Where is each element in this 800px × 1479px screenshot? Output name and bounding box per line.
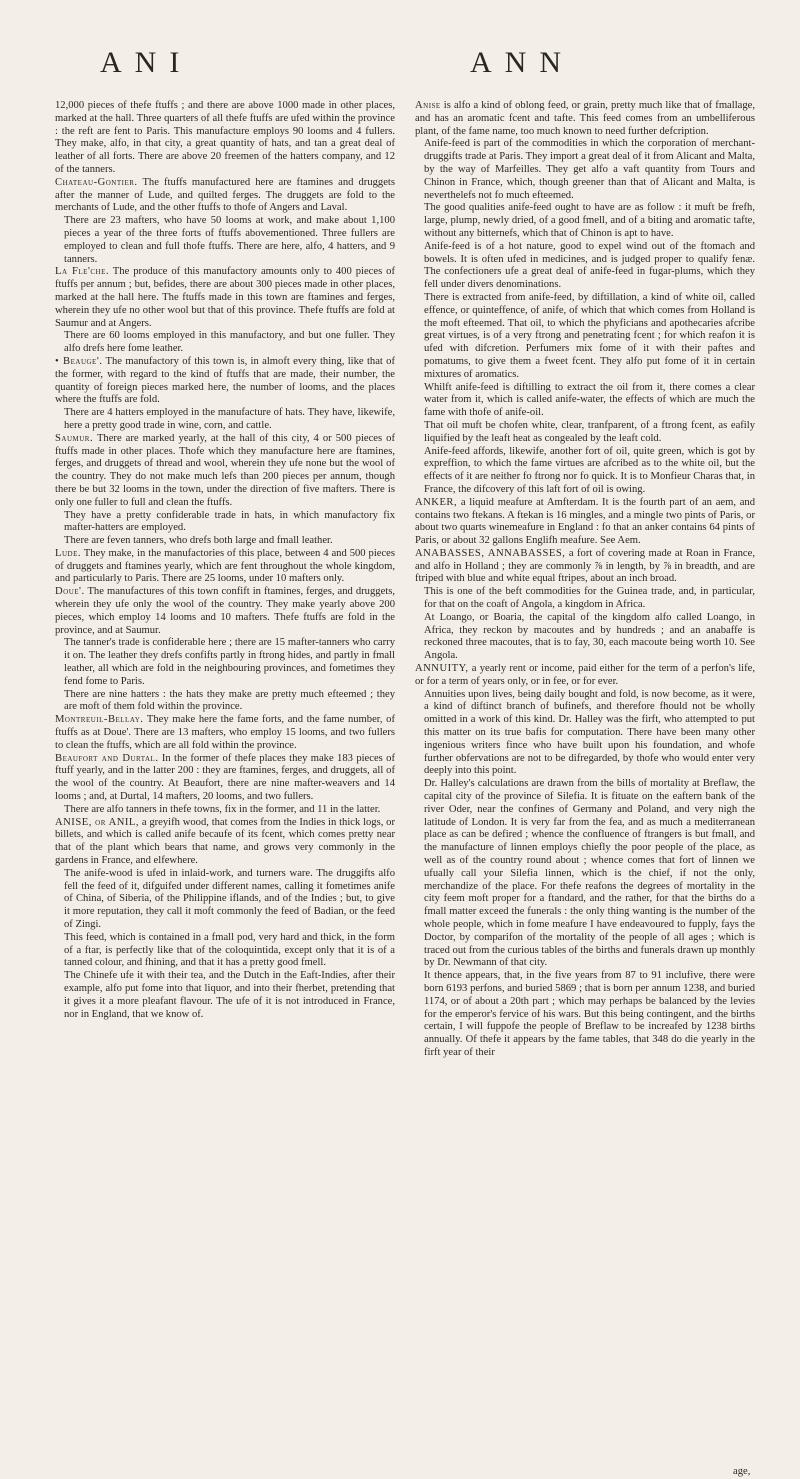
paragraph — [415, 202, 755, 240]
paragraph — [55, 510, 395, 536]
entry-text: Anife-feed is part of the commodities in which the corporation of merchant-druggifts trade at Paris. They import a great deal of it from Alicant and Malta, by the way of Marfeilles. They get alfo a vaft quantity from Tours and Chinon in France, which, though greener than that of Alicant and Malta, is neverthelefs not fo much efteemed. — [424, 138, 755, 201]
paragraph — [415, 100, 755, 138]
paragraph — [55, 330, 395, 356]
entry-text: This is one of the beft commodities for the Guinea trade, and, in particular, for that on the coaft of Angola, a kingdom in Africa. — [424, 586, 755, 611]
entry-text: Anife-feed is of a hot nature, good to expel wind out of the ftomach and bowels. It is often ufed in medicines, and is judged proper to qualify fenæ. The confectioners ufe a great deal of anife-feed in fugar-plums, which they fell under divers denominations. — [424, 240, 755, 291]
entry-text: It thence appears, that, in the five years from 87 to 91 inclufive, there were born 6193 perfons, and buried 5869 ; that is born per annum 1238, and buried 1174, or of about a 20th part ; which may perhaps be balanced by the levies for the emperor's fervice of his wars. But this being contingent, and the births certain, I will fuppofe the people of Breflaw to be increafed by 1238 births annually. Of thefe it appears by the fame tables, that 348 do die yearly in the firft year of their — [424, 970, 755, 1058]
paragraph — [55, 932, 395, 970]
entry-text: There is extracted from anife-feed, by diftillation, a kind of white oil, called effence, or quinteffence, of anife, of which that which comes from Holland is the moft efteemed. That oil, to which the phyficians and apothecaries afcribe great virtues, is of a very ftrong and penetrating fcent ; for which reafon it is ufed with difcretion. Perfumers mix fome of it with their paftes and pomatums, to give them a fweet fcent. They alfo put fome of it in certain mixtures of aromatics. — [424, 291, 755, 380]
entry-text: There are 23 mafters, who have 50 looms at work, and make about 1,100 pieces a year of the three forts of ftuffs abovementioned. Three fullers are employed to clean and full thofe ftuffs. There are here, alfo, 4 hatters, and 9 tanners. — [64, 215, 395, 265]
paragraph — [415, 292, 755, 382]
entry-headword: Doue'. — [55, 586, 85, 598]
entry-text: At Loango, or Boaria, the capital of the kingdom alfo called Loango, in Africa, they reckon by macoutes and by hundreds ; and an anabaffe is reckoned three macoutes, that is to fay, 30, each macoute being worth 10. See Angola. — [424, 611, 755, 662]
running-head-right: ANN — [470, 46, 574, 79]
paragraph — [55, 714, 395, 752]
entry-headword: Montreuil-Bellay. — [55, 714, 144, 726]
paragraph — [415, 689, 755, 779]
entry-text: That oil muft be chofen white, clear, tranfparent, of a ftrong fcent, as eafily liquified by the leaft heat as congealed by the leaft cold. — [424, 419, 755, 444]
entry-text: Dr. Halley's calculations are drawn from the bills of mortality at Breflaw, the capital city of the province of Silefia. It is fituate on the eaftern bank of the river Oder, near the confines of Germany and Poland, and very nigh the latitude of London. It is very far from the fea, and as much a mediterranean place as can be defired ; whence the confluence of ftrangers is but fmall, and the manufacture of linnen employs chiefly the poor people of the place, as well as of the country round about ; whence comes that fort of linnen we ufually call your Silefia linnen, which is the chief, if not the only, merchandize of the place. For thefe reafons the degrees of mortality in the city feem moft proper for a ftandard, and the rather, for that the births do a fmall matter exceed the funerals : the only thing wanting is the number of the whole people, which in fome meafure I have endeavoured to fupply, fays the Doctor, by comparifon of the mortality of the people of all ages ; which is traced out from the curious tables of the births and funerals drawn up monthly by Dr. Newmann of that city. — [424, 778, 755, 969]
entry-text: The Chinefe ufe it with their tea, and the Dutch in the Eaft-Indies, after their example, alfo put fome into that liquor, and into their fherbet, pretending that it gives it a more pleafant flavour. The ufe of it is not introduced in France, nor in England, that we know of. — [64, 970, 395, 1020]
entry-headword: La Fle'che. — [55, 266, 110, 278]
entry-text: The produce of this manufactory amounts only to 400 pieces of ftuffs per annum ; but, befides, there are about 300 pieces made in other places, marked at the hall here. The ftuffs made in this town are ftamines and ferges, wherein they ufe no other wool but that of this province. Thefe ftuffs are fold at Saumur and at Angers. — [55, 266, 395, 329]
entry-headword: • Beauge'. — [55, 355, 103, 367]
paragraph — [55, 637, 395, 688]
paragraph — [55, 535, 395, 548]
entry-text: a greyifh wood, that comes from the Indies in thick logs, or billets, and which is called anife becaufe of its fcent, which comes pretty near that of the plant which bears that name, and grows very commonly in the gardens in France, and elfewhere. — [55, 816, 395, 867]
entry-text: Annuities upon lives, being daily bought and fold, is now become, as it were, a kind of diftinct branch of bufinefs, and therefore fhould not be wholly omitted in a work of this kind. Dr. Halley was the firft, who attempted to put this matter on its true bafis for computation. There have been many other ingenious writers fince who have built upon his foundation, and whofe further obfervations are not to be difregarded, by thofe who would enter very deeply into this point. — [424, 688, 755, 777]
entry-text: Whilft anife-feed is diftilling to extract the oil from it, there comes a clear water from it, which is called anife-water, the effects of which are much the fame with thofe of anife-oil. — [424, 381, 755, 419]
entry-text: The tanner's trade is confiderable here ; there are 15 mafter-tanners who carry it on. The leather they drefs confifts partly in ftrong hides, and partly in fmall leather, all which are fold in the neighbouring provinces, and fometimes they fend fome to Paris. — [64, 637, 395, 687]
catchword: age, — [733, 1466, 751, 1477]
paragraph — [415, 241, 755, 292]
entry-headword: ANABASSES, ANNABASSES, — [415, 547, 566, 559]
entry-text: There are marked yearly, at the hall of this city, 4 or 500 pieces of ftuffs made in other places. Thofe which they manufacture here are ftamines, ferges, and druggets of thread and wool, wherein they ufe none but the wool of the country. They do not make much lefs than 200 pieces per annum, though there be but 32 looms in the town, under the direction of five mafters. There is only one fuller to full and clean the ftuffs. — [55, 432, 395, 508]
paragraph — [55, 548, 395, 586]
paragraph — [55, 586, 395, 637]
entry-headword: ANNUITY, — [415, 663, 469, 675]
paragraph — [415, 970, 755, 1060]
paragraph — [415, 382, 755, 420]
paragraph — [415, 548, 755, 586]
entry-headword: Chateau-Gontier. — [55, 176, 138, 188]
paragraph — [415, 497, 755, 548]
entry-text: There are alfo tanners in thefe towns, fix in the former, and 11 in the latter. — [64, 803, 381, 815]
paragraph — [415, 446, 755, 497]
paragraph — [55, 407, 395, 433]
paragraph — [415, 420, 755, 446]
paragraph — [55, 177, 395, 215]
paragraph — [55, 804, 395, 817]
entry-text: They have a pretty confiderable trade in hats, in which manufactory fix mafter-hatters are employed. — [64, 509, 395, 534]
paragraph — [55, 433, 395, 510]
entry-text: There are 60 looms employed in this manufactory, and but one fuller. They alfo drefs here fome leather. — [64, 330, 395, 355]
entry-text: The manufactory of this town is, in almoft every thing, like that of the former, with regard to the kind of ftuffs that are made, their number, the quantity of foreign pieces marked here, the number of looms, and the places where the ftuffs are fold. — [55, 355, 395, 406]
paragraph — [415, 663, 755, 689]
left-column — [55, 100, 395, 1021]
entry-text: The anife-wood is ufed in inlaid-work, and turners ware. The druggifts alfo fell the feed of it, difguifed under different names, calling it fometimes anife of China, of Siberia, of the Philippine iflands, and of the Indies ; but, to give it more reputation, they call it moft commonly the feed of Badian, or the feed of Zingi. — [64, 867, 395, 930]
entry-text: The manufactures of this town confift in ftamines, ferges, and druggets, wherein they ufe only the wool of the country. They make yearly above 200 pieces, which employ 14 looms and 10 mafters. Thefe ftuffs are fold in the province, and at Saumur. — [55, 586, 395, 636]
running-head-left: ANI — [100, 46, 193, 79]
entry-text: In the former of thefe places they make 183 pieces of ftuff yearly, and in the latter 200 : they are ftamines, ferges, and druggets, all of the wool of the country. At Beaufort, there are nine mafter-weavers and 14 looms ; and, at Durtal, 14 mafters, 20 looms, and two fullers. — [55, 752, 395, 803]
paragraph — [55, 753, 395, 804]
entry-headword: Lude. — [55, 547, 82, 559]
entry-text: There are feven tanners, who drefs both large and fmall leather. — [64, 535, 333, 547]
entry-text: The good qualities anife-feed ought to have are as follow : it muft be frefh, large, plump, newly dried, of a good fmell, and of a biting and aromatic tafte, without any bitternefs, which that of Chinon is apt to have. — [424, 202, 755, 239]
paragraph — [55, 266, 395, 330]
entry-text: a liquid meafure at Amfterdam. It is the fourth part of an aem, and contains two ftekans. A ftekan is 16 mingles, and a mingle two pints of Paris, or about two quarts winemeafure in England : fo that an anker contains 64 pints of Paris, or about 32 gallons Englifh meafure. See Aem. — [415, 496, 755, 547]
paragraph — [55, 100, 395, 177]
entry-text: They make here the fame forts, and the fame number, of ftuffs as at Doue'. There are 13 mafters, who employ 15 looms, and two fullers to clean the ftuffs, which are all fold within the province. — [55, 714, 395, 751]
entry-headword: ANISE, or ANIL, — [55, 816, 140, 828]
entry-headword: Anise — [415, 100, 441, 111]
entry-text: There are 4 hatters employed in the manufacture of hats. They have, likewife, here a pretty good trade in wine, corn, and cattle. — [64, 407, 395, 431]
paragraph — [55, 215, 395, 266]
entry-text: 12,000 pieces of thefe ftuffs ; and there are above 1000 made in other places, marked at the hall. Three quarters of all thefe ftuffs are ufed within the province : the reft are fent to Paris. This manufacture employs 90 looms and 4 fullers. They make, alfo, in that city, a great quantity of hats, and tan a great deal of leather of all forts. There are above 20 freemen of the hatters company, and 12 of the tanners. — [55, 100, 395, 175]
entry-text: a yearly rent or income, paid either for the term of a perfon's life, or for a term of years only, or in fee, or for ever. — [415, 663, 755, 687]
paragraph — [55, 356, 395, 407]
paragraph — [415, 778, 755, 970]
paragraph — [55, 817, 395, 868]
entry-headword: Beaufort and Durtal. — [55, 752, 159, 764]
paragraph — [55, 868, 395, 932]
entry-text: They make, in the manufactories of this place, between 4 and 500 pieces of druggets and ftamines yearly, which are fent throughout the whole kingdom, and particularly to Paris. There are 25 looms, under 10 mafters only. — [55, 547, 395, 585]
entry-headword: Saumur. — [55, 432, 94, 444]
paragraph — [55, 689, 395, 715]
entry-text: There are nine hatters : the hats they make are pretty much efteemed ; they are moft of them fold within the province. — [64, 688, 395, 713]
paragraph — [415, 138, 755, 202]
entry-text: a fort of covering made at Roan in France, and alfo in Holland ; they are commonly ⅞ in length, by ⅞ in breadth, and are ftriped with blue and white equal ftripes, about an inch broad. — [415, 547, 755, 585]
entry-text: The ftuffs manufactured here are ftamines and druggets after the manner of Lude, and quilted ferges. The druggets are fold to the merchants of Lude, and the other ftuffs to thofe of Angers and Laval. — [55, 176, 395, 214]
paragraph — [55, 970, 395, 1021]
paragraph — [415, 586, 755, 612]
right-column — [415, 100, 755, 1060]
entry-text: Anife-feed affords, likewife, another fort of oil, quite green, which is got by expreffion, to which the fame virtues are afcribed as to the white oil, but the effects of it are neither fo ftrong nor fo quick. It is to Monfieur Charas that, in France, the difcovery of this laft fort of oil is owing. — [424, 445, 755, 495]
entry-text: This feed, which is contained in a fmall pod, very hard and thick, in the form of a ftar, is perfectly like that of the coloquintida, except only that it is of a tanned colour, and fhining, and that it has a pretty good fmell. — [64, 931, 395, 969]
entry-text: is alfo a kind of oblong feed, or grain, pretty much like that of fmallage, and has an aromatic fcent and tafte. This feed comes from an umbelliferous plant, of the fame name, too much known to need further defcription. — [415, 100, 755, 137]
entry-headword: ANKER, — [415, 496, 458, 508]
paragraph — [415, 612, 755, 663]
